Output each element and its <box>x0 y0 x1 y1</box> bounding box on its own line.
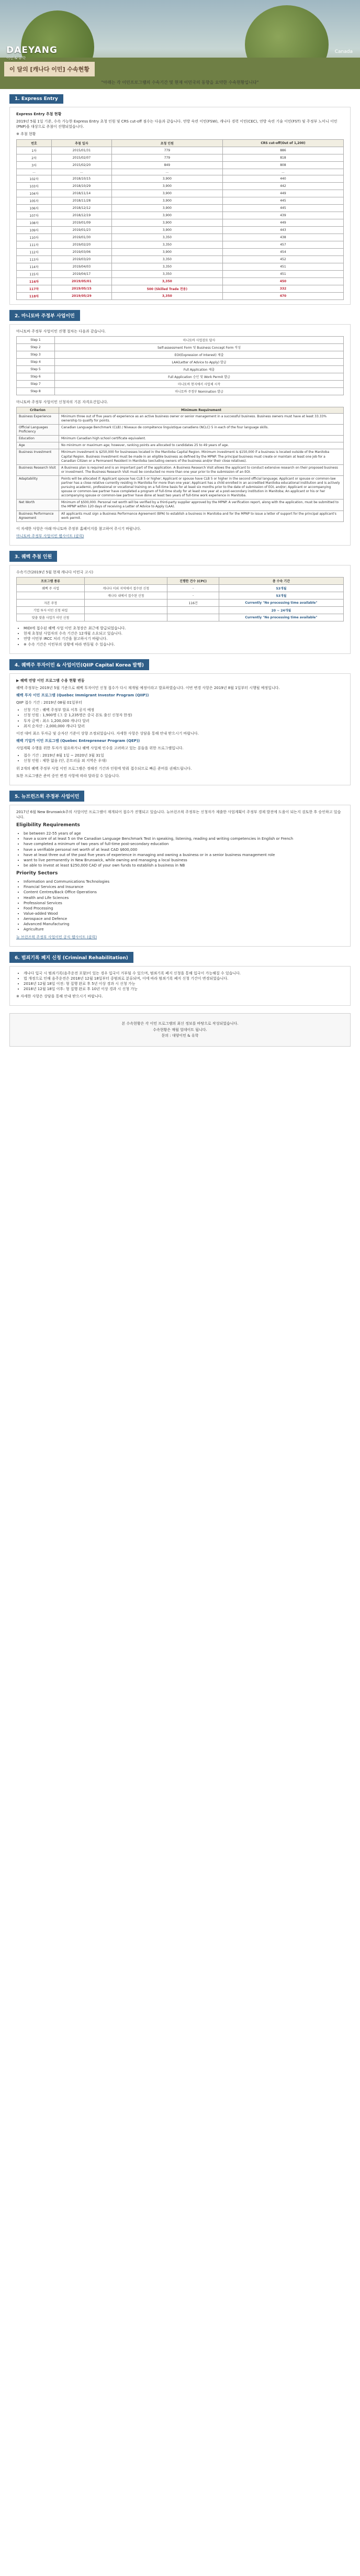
table-row <box>17 510 344 521</box>
table-cell: 3,900 <box>111 226 222 234</box>
table-row <box>17 204 344 212</box>
table-head: Criterion <box>17 407 59 413</box>
table-cell: 3,900 <box>111 182 222 190</box>
table-cell: 3,900 <box>111 197 222 204</box>
table-cell: 2018/10/15 <box>52 175 112 182</box>
list-item: • want to live permanently in New Brunswick, while owning and managing a local business <box>24 858 344 863</box>
quebec-head3: 퀘벡 기업가 이민 프로그램 (Quebec Entrepreneur Program (QEP)) <box>16 738 140 743</box>
quebec-p3: 이전 대비 최소 투자금 및 순자산 기준이 상향 조정되었습니다. 자세한 사항은 상담을 통해 안내 받으시기 바랍니다. <box>16 731 199 736</box>
table-cell: 1차 <box>17 147 52 154</box>
list-item: • be able to invest at least $250,000 CAD of your own funds to establish a business in NB <box>24 863 344 868</box>
requirement: No minimum or maximum age; however, ranking points are allocated to candidates 25 to 49 years of age. <box>59 442 344 449</box>
header-right-tag: Canada <box>334 49 353 54</box>
table-cell: 105차 <box>17 197 52 204</box>
step-label: Step 2 <box>17 343 55 351</box>
table-cell: 445 <box>222 197 343 204</box>
list-item: • 캐나다 입국 시 범죄기록(음주운전 포함)이 있는 경우 입국이 거부될 수 있으며, 범죄기록 폐지 신청을 통해 입국이 가능해질 수 있습니다. <box>24 971 344 976</box>
table-cell: 3차 <box>17 161 52 169</box>
table-row <box>17 599 344 607</box>
table-cell: ... <box>222 169 343 175</box>
step-label: Step 8 <box>17 387 55 395</box>
table-cell <box>85 614 167 621</box>
table-cell: 2019/05/01 <box>52 277 112 285</box>
table-cell: 451 <box>222 263 343 270</box>
table-cell: - <box>167 585 219 592</box>
criterion: Business Performance Agreement <box>17 510 59 521</box>
table-cell: 449 <box>222 219 343 226</box>
footer-line: 문의 : 대양이민 & 유학 <box>161 1033 199 1038</box>
table-cell: 53개월 <box>219 585 343 592</box>
table-row <box>17 219 344 226</box>
list-item: • Content Centres/Back Office Operations <box>24 890 344 895</box>
requirement: Minimum investment is $250,000 for businesses located in the Manitoba Capital Region. Minimum investment is $150,000 if a business is located outside of the Manitoba Capital Region. Business investment must be made in an eligible business as defined by the MPNP. The principal business must create or maintain at least one job for a Canadian Citizen or a Permanent Resident in Manitoba (excluding owners of the business and/or their close relatives). <box>59 449 344 464</box>
step-label: Step 4 <box>17 358 55 365</box>
nb-eligibility-heading: Eligibility Requirements <box>16 823 80 828</box>
list-item: • have completed a minimum of two years of full-time post-secondary education <box>24 841 344 847</box>
section-title-manitoba: 2. 마니토바 주정부 사업이민 <box>9 310 80 321</box>
list-item: • Aerospace and Defence <box>24 916 344 921</box>
table-row <box>17 256 344 263</box>
requirement: All applicants must sign a Business Performance Agreement (BPA) to establish a business in Manitoba and for the MPNP to issue a letter of support for the principal applicant's work permit. <box>59 510 344 521</box>
table-row <box>17 248 344 256</box>
table-cell: 2019/04/03 <box>52 263 112 270</box>
table-cell: 470 <box>222 292 343 299</box>
table-cell: 442 <box>222 182 343 190</box>
manitoba-requirements-table <box>16 407 344 522</box>
table-cell: 454 <box>222 248 343 256</box>
table-cell: 808 <box>222 161 343 169</box>
quebec-p2: QIIP 접수 기간 : 2019년 08월 01일부터 <box>16 701 83 705</box>
table-row <box>17 285 344 292</box>
table-cell: 450 <box>222 277 343 285</box>
table-row <box>17 343 344 351</box>
list-item: • 신청 기간 : 퀘벡 주정부 발표 이후 공지 예정 <box>24 707 344 713</box>
table-row <box>17 263 344 270</box>
table-cell: Currently "No processing time available" <box>219 614 343 621</box>
step-desc: 마니토바 사업검토 답사 <box>55 336 344 343</box>
table-cell: 779 <box>111 147 222 154</box>
table-cell: Currently "No processing time available" <box>219 599 343 607</box>
table-cell: 451 <box>222 270 343 277</box>
logo-sub: 이민 & 유학 <box>6 56 26 60</box>
table-cell: 3,900 <box>111 190 222 197</box>
table-cell: 2019/01/23 <box>52 226 112 234</box>
step-label: Step 6 <box>17 373 55 380</box>
table-cell: 108차 <box>17 219 52 226</box>
list-item: • Health and Life Sciences <box>24 895 344 901</box>
table-row <box>17 190 344 197</box>
criterion: Net Worth <box>17 499 59 510</box>
quebec-status-intro: 수속기간(2019년 5월 현재 캐나다 이민국 고시) <box>16 570 94 574</box>
table-head: Minimum Requirement <box>59 407 344 413</box>
table-cell: 110차 <box>17 234 52 241</box>
table-row <box>17 365 344 373</box>
table-cell: 3,350 <box>111 256 222 263</box>
table-row <box>17 226 344 234</box>
table-row <box>17 154 344 161</box>
table-cell: 3,350 <box>111 263 222 270</box>
criterion: Business Investment <box>17 449 59 464</box>
table-row <box>17 292 344 299</box>
footer-line: 수속현황은 매월 업데이트 됩니다. <box>153 1027 207 1032</box>
table-cell: 3,900 <box>111 175 222 182</box>
table-cell: 기업 투자 이민 신청 파일 <box>17 607 85 614</box>
table-cell: 886 <box>222 147 343 154</box>
table-cell: ... <box>111 169 222 175</box>
manitoba-steps-table <box>16 336 344 395</box>
list-item: • have a verifiable personal net worth of at least CAD $600,000 <box>24 847 344 852</box>
manitoba-box <box>9 324 351 546</box>
quebec-status-bullets <box>24 626 344 647</box>
table-cell: 캐나다 내에서 접수된 신청 <box>85 592 167 599</box>
list-item: • MIDI에 접수된 퀘벡 사업 이민 초청장은 최근에 발급되었습니다. <box>24 626 344 631</box>
nb-intro: 2017년 6월 New Brunswick주의 사업이민 프로그램이 재개되어 접수가 진행되고 있습니다. 뉴브런즈윅 주정부는 신청자가 제출한 사업계획이 주정부 경제 발전에 도움이 되는지 검토한 후 승인하고 있습니다. <box>16 809 341 819</box>
table-row <box>17 336 344 343</box>
table-row <box>17 380 344 387</box>
list-item: • Food Processing <box>24 906 344 911</box>
quebec-status-table <box>16 577 344 621</box>
list-item: • Professional Services <box>24 901 344 906</box>
criminal-bullets <box>24 971 344 992</box>
table-cell <box>17 592 85 599</box>
table-cell: 2018/12/12 <box>52 204 112 212</box>
list-item: • have at least three out of the past five years of experience in managing and owning a business or in a senior business management role <box>24 852 344 858</box>
quebec-head1: ▶ 퀘벡 연방 이민 프로그램 수용 현황 변동 <box>16 678 85 683</box>
criterion: Official Languages Proficiency <box>17 425 59 436</box>
express-intro: 2019년 5월 1일 기준, 수속 가능한 Express Entry 초청 인원 및 CRS cut-off 점수는 다음과 같습니다. 연방 숙련 이민(FSW), 캐나다 경력 이민(CEC), 연방 숙련 기술 이민(FST) 및 주정부 노미니 이민(PNP)을 대상으로 추첨이 진행되었습니다. <box>16 119 338 129</box>
quebec-p4: 사업계획 수행을 위한 투자가 필요하거나 퀘벡 사업체 인수를 고려하고 있는 분들을 위한 프로그램입니다. <box>16 746 184 751</box>
list-item: • 신청 인원 : 제한 없음 (단, 몬트리올 외 지역은 우대) <box>24 758 344 763</box>
table-cell: 3,350 <box>111 292 222 299</box>
table-cell: 자본 주정 <box>17 599 85 607</box>
requirement: Minimum of $500,000. Personal net worth will be verified by a third-party supplier approved by the MPNP. A verification report, along with the application, must be submitted to the MPNP within 120 days of receiving a Letter of Advice to Apply (LAA). <box>59 499 344 510</box>
quebec-business-box <box>9 673 351 785</box>
step-desc: 마니토바 현지에서 사업체 시작 <box>55 380 344 387</box>
table-cell: - <box>167 592 219 599</box>
quebec-p5: 위 2개의 퀘벡 주정부 사업 이민 프로그램은 정해진 기간과 인원에 맞춰 접수되므로 빠른 준비를 권해드립니다. <box>16 766 192 771</box>
section-title-express-entry: 1. Express Entry <box>9 94 63 104</box>
table-cell: 2018/12/19 <box>52 212 112 219</box>
table-head: 번호 <box>17 139 52 147</box>
table-cell: 3,350 <box>111 270 222 277</box>
table-cell: 445 <box>222 204 343 212</box>
table-cell: 2018/11/28 <box>52 197 112 204</box>
table-cell: 2015/02/20 <box>52 161 112 169</box>
step-desc: 마니토바 주정부 Nomination 발급 <box>55 387 344 395</box>
requirement: A Business plan is required and is an important part of the application. A Business Research Visit allows the applicant to conduct extensive research on their proposed business or investment. The Business Research Visit must be conducted no more than one year prior to the submission of an EOI. <box>59 464 344 475</box>
table-row <box>17 234 344 241</box>
criminal-box <box>9 966 351 1006</box>
table-row <box>17 387 344 395</box>
table-row <box>17 241 344 248</box>
list-item: • 2018년 12월 18일 이전: 형 집행 완료 후 5년 이상 경과 시 신청 가능 <box>24 981 344 986</box>
criterion: Adaptability <box>17 475 59 499</box>
table-cell: 440 <box>222 175 343 182</box>
nb-website-link[interactable]: 뉴 브런즈윅 주정부 사업이민 공식 웹사이트 (클릭) <box>16 935 97 939</box>
page-tagline: "아래는 각 이민프로그램의 수속기간 및 현재 이민국의 동향을 요약한 수속현황입니다" <box>101 80 259 85</box>
list-item: • 연방 이민부 IRCC 처리 기간을 참고하시기 바랍니다. <box>24 636 344 641</box>
table-row <box>17 449 344 464</box>
requirement: Points will be allocated if: Applicant spouse has CLB 5 or higher; Applicant or spouse have CLB 5 or higher in the second official language; Applicant or spouse or common-law partner has a close relative currently residing in Manitoba for more than one year; Applicant has a child enrolled in an accredited Manitoba educational institution and is actively pursuing academic, professional or vocational training on a full-time basis for at least six months prior to the date of submission of EOI, and/or; Applicant or accompanying spouse or common-law partner have completed a program of full-time study for at least one year at a post-secondary institution in Manitoba; An applicant or his or her accompanying spouse or common-law partner have done at least two years of full-time work experience in Manitoba. <box>59 475 344 499</box>
table-row <box>17 475 344 499</box>
table-row <box>17 413 344 424</box>
table-cell: 116건 <box>167 599 219 607</box>
manitoba-intro: 마니토바 주정부 사업이민 진행 절차는 다음과 같습니다. <box>16 329 106 334</box>
table-cell: 457 <box>222 241 343 248</box>
express-notice: ※ 추첨 현황 <box>16 132 36 137</box>
table-cell: 117차 <box>17 285 52 292</box>
table-cell: 3,350 <box>111 241 222 248</box>
table-cell: 2018/10/29 <box>52 182 112 190</box>
table-row <box>17 161 344 169</box>
criterion: Age <box>17 442 59 449</box>
table-row <box>17 614 344 621</box>
table-cell: 443 <box>222 226 343 234</box>
nb-sectors-list <box>24 879 344 932</box>
criterion: Business Research Visit <box>17 464 59 475</box>
table-row <box>17 607 344 614</box>
new-brunswick-box <box>9 805 351 947</box>
hero-header <box>0 0 360 89</box>
table-cell <box>167 614 219 621</box>
table-cell: 2019/04/17 <box>52 270 112 277</box>
section-title-quebec-status: 3. 퀘벡 추첨 인원 <box>9 551 57 562</box>
requirement: Minimum Canadian high school certificate equivalent. <box>59 436 344 442</box>
list-item: • Value-added Wood <box>24 911 344 916</box>
list-item: • Agriculture <box>24 927 344 932</box>
table-cell: 3,900 <box>111 219 222 226</box>
list-item: • 접수 기간 : 2019년 8월 1일 ~ 2020년 3월 31일 <box>24 753 344 758</box>
table-row <box>17 351 344 358</box>
table-cell: 2015/01/31 <box>52 147 112 154</box>
table-cell: 2019/05/15 <box>52 285 112 292</box>
table-cell: 106차 <box>17 204 52 212</box>
table-cell: 캐나다 이외 지역에서 접수된 신청 <box>85 585 167 592</box>
quebec-head2: 퀘벡 투자 이민 프로그램 (Quebec Immigrant Investor Program (QIIP)) <box>16 693 149 697</box>
criterion: Business Experience <box>17 413 59 424</box>
table-cell: 107차 <box>17 212 52 219</box>
step-desc: LAA(Letter of Advice to Apply) 발급 <box>55 358 344 365</box>
logo[interactable] <box>6 45 58 61</box>
table-row <box>17 436 344 442</box>
table-cell: 779 <box>111 154 222 161</box>
table-head: 진행한 건수 (CPC) <box>167 578 219 585</box>
list-item: • Advanced Manufacturing <box>24 921 344 927</box>
manitoba-website-link[interactable]: 마니토바 주정부 사업이민 웹사이트 (클릭) <box>16 534 84 538</box>
quebec-p6: 또한 프로그램은 준비 중인 변경 사항에 따라 달라질 수 있습니다. <box>16 773 120 778</box>
table-cell: 2019/03/20 <box>52 256 112 263</box>
table-head: 총 수속 기간 <box>219 578 343 585</box>
table-cell <box>85 599 167 607</box>
table-cell: 114차 <box>17 263 52 270</box>
table-cell: 104차 <box>17 190 52 197</box>
table-cell: 452 <box>222 256 343 263</box>
express-entry-table <box>16 139 344 300</box>
footer-line: 본 수속현황은 각 이민 프로그램의 최신 정보를 바탕으로 작성되었습니다. <box>121 1021 239 1026</box>
table-row <box>17 147 344 154</box>
table-cell <box>167 607 219 614</box>
express-heading: Express Entry 추첨 현황 <box>16 112 62 116</box>
step-label: Step 1 <box>17 336 55 343</box>
table-cell: 111차 <box>17 241 52 248</box>
table-cell: 20 ~ 24개월 <box>219 607 343 614</box>
step-desc: Full Application 제출 <box>55 365 344 373</box>
table-row <box>17 270 344 277</box>
list-item: • Financial Services and Insurance <box>24 884 344 890</box>
table-cell: ... <box>17 169 52 175</box>
table-cell: 맞춤 맞춤 사업가 이민 신청 <box>17 614 85 621</box>
list-item: • 법 개정으로 인해 음주운전은 2018년 12월 18일부터 중범죄로 분류되며, 이에 따라 범죄기록 폐지 신청 기간이 변경되었습니다. <box>24 976 344 981</box>
table-cell: 2019/05/29 <box>52 292 112 299</box>
table-head: 추첨 일자 <box>52 139 112 147</box>
table-cell <box>85 607 167 614</box>
nb-eligibility-list <box>24 831 344 868</box>
table-row <box>17 197 344 204</box>
table-row <box>17 464 344 475</box>
table-cell: 2019/03/06 <box>52 248 112 256</box>
table-head <box>85 578 167 585</box>
table-cell: 438 <box>222 234 343 241</box>
table-row <box>17 442 344 449</box>
table-cell: 53개월 <box>219 592 343 599</box>
table-cell: 2차 <box>17 154 52 161</box>
table-cell: 2019/01/30 <box>52 234 112 241</box>
table-row <box>17 277 344 285</box>
table-cell: ... <box>52 169 112 175</box>
step-desc: EOI(Expression of Interest) 제출 <box>55 351 344 358</box>
table-head: 초청 인원 <box>111 139 222 147</box>
step-desc: Self-assessment Form 및 Business Concept Form 작성 <box>55 343 344 351</box>
express-entry-box <box>9 107 351 305</box>
step-label: Step 7 <box>17 380 55 387</box>
quebec-program-bullets <box>24 707 344 729</box>
table-row <box>17 175 344 182</box>
table-cell: 2015/02/07 <box>52 154 112 161</box>
table-cell: 3,900 <box>111 204 222 212</box>
list-item: • have a score of at least 5 on the Canadian Language Benchmark Test in speaking, listening, reading and writing competencies in English or French <box>24 836 344 841</box>
step-desc: Full Application 승인 및 Work Permit 발급 <box>55 373 344 380</box>
table-cell: 115차 <box>17 270 52 277</box>
table-head: 프로그램 종류 <box>17 578 85 585</box>
manitoba-req-intro: 마니토바 주정부 사업이민 신청자의 기본 자격요건입니다. <box>16 399 108 404</box>
table-cell: 2019/01/09 <box>52 219 112 226</box>
table-cell: 3,900 <box>111 248 222 256</box>
criminal-note: ※ 자세한 사항은 상담을 통해 안내 받으시기 바랍니다. <box>16 994 103 999</box>
table-cell: 3,350 <box>111 277 222 285</box>
table-row <box>17 585 344 592</box>
table-cell: 퀘벡 주 사업 <box>17 585 85 592</box>
list-item: • be between 22-55 years of age <box>24 831 344 836</box>
list-item: • 현재 초청된 사업자의 수속 기간은 12개월 소요되고 있습니다. <box>24 631 344 636</box>
list-item: • Information and Communications Technologies <box>24 879 344 884</box>
table-cell: 112차 <box>17 248 52 256</box>
quebec-status-box <box>9 565 351 654</box>
step-label: Step 5 <box>17 365 55 373</box>
nb-sectors-heading: Priority Sectors <box>16 871 58 876</box>
table-row <box>17 182 344 190</box>
table-row <box>17 212 344 219</box>
table-cell: 439 <box>222 212 343 219</box>
logo-main: DAEYANG <box>6 45 58 55</box>
table-cell: 449 <box>222 190 343 197</box>
table-head: CRS cut-off(Out of 1,200) <box>222 139 343 147</box>
quebec-p1: 퀘벡 주정부는 2019년 5월 기준으로 퀘벡 투자이민 신청 접수가 다시 재개될 예정이라고 발표하였습니다. 이번 변경 사항은 2019년 8월 1일부터 시행될 예정입니다. <box>16 685 280 690</box>
requirement: Minimum three out of five years of experience as an active business owner or senior management in a successful business. Business owners must have at least 33.33% ownership to qualify for points. <box>59 413 344 424</box>
section-title-new-brunswick: 5. 뉴브런즈윅 주정부 사업이민 <box>9 791 84 802</box>
table-cell: 2018/11/14 <box>52 190 112 197</box>
page-title: 이 달의 [캐나다 이민] 수속현황 <box>4 62 95 76</box>
table-cell: 3,350 <box>111 234 222 241</box>
table-cell: 102차 <box>17 175 52 182</box>
list-item: • 2018년 12월 18일 이후: 형 집행 완료 후 10년 이상 경과 시 신청 가능 <box>24 986 344 992</box>
section-title-quebec-business: 4. 퀘벡주 투자이민 & 사업이민(QIIP Capital Korea 발행) <box>9 659 149 670</box>
requirement: Canadian Language Benchmark (CLB) / Niveaux de compétence linguistique canadiens (NCLC) 5 in each of the four language skills. <box>59 425 344 436</box>
table-cell: 109차 <box>17 226 52 234</box>
table-row <box>17 169 344 175</box>
footer-box <box>9 1013 351 1047</box>
step-label: Step 3 <box>17 351 55 358</box>
table-cell: 500 (Skilled Trade 전용) <box>111 285 222 292</box>
table-row <box>17 358 344 365</box>
table-cell: 118차 <box>17 292 52 299</box>
table-cell: 3,900 <box>111 212 222 219</box>
section-title-criminal: 6. 범죄기록 폐지 신청 (Criminal Rehabilitation) <box>9 952 133 963</box>
list-item: • 최저 순자산 : 2,000,000 캐나다 달러 <box>24 724 344 729</box>
table-row <box>17 592 344 599</box>
list-item: • 신청 인원 : 1,900명 (그 중 1,235명은 중국 본토 출신 신청자 한정) <box>24 713 344 718</box>
manitoba-note: 이 자세한 사항은 아래 마니토바 주정부 홈페이지를 참고하여 주시기 바랍니다. <box>16 526 141 531</box>
table-cell: 818 <box>222 154 343 161</box>
table-cell: 113차 <box>17 256 52 263</box>
criterion: Education <box>17 436 59 442</box>
table-cell: 2019/02/20 <box>52 241 112 248</box>
table-row <box>17 425 344 436</box>
list-item: • 투자 금액 : 최소 1,200,000 캐나다 달러 <box>24 718 344 724</box>
table-cell: 332 <box>222 285 343 292</box>
table-cell: 116차 <box>17 277 52 285</box>
quebec-program-bullets <box>24 753 344 763</box>
table-row <box>17 499 344 510</box>
table-row <box>17 373 344 380</box>
table-cell: 849 <box>111 161 222 169</box>
table-cell: 103차 <box>17 182 52 190</box>
list-item: • ※ 수속 기간은 이민부의 상황에 따라 변동될 수 있습니다. <box>24 642 344 647</box>
